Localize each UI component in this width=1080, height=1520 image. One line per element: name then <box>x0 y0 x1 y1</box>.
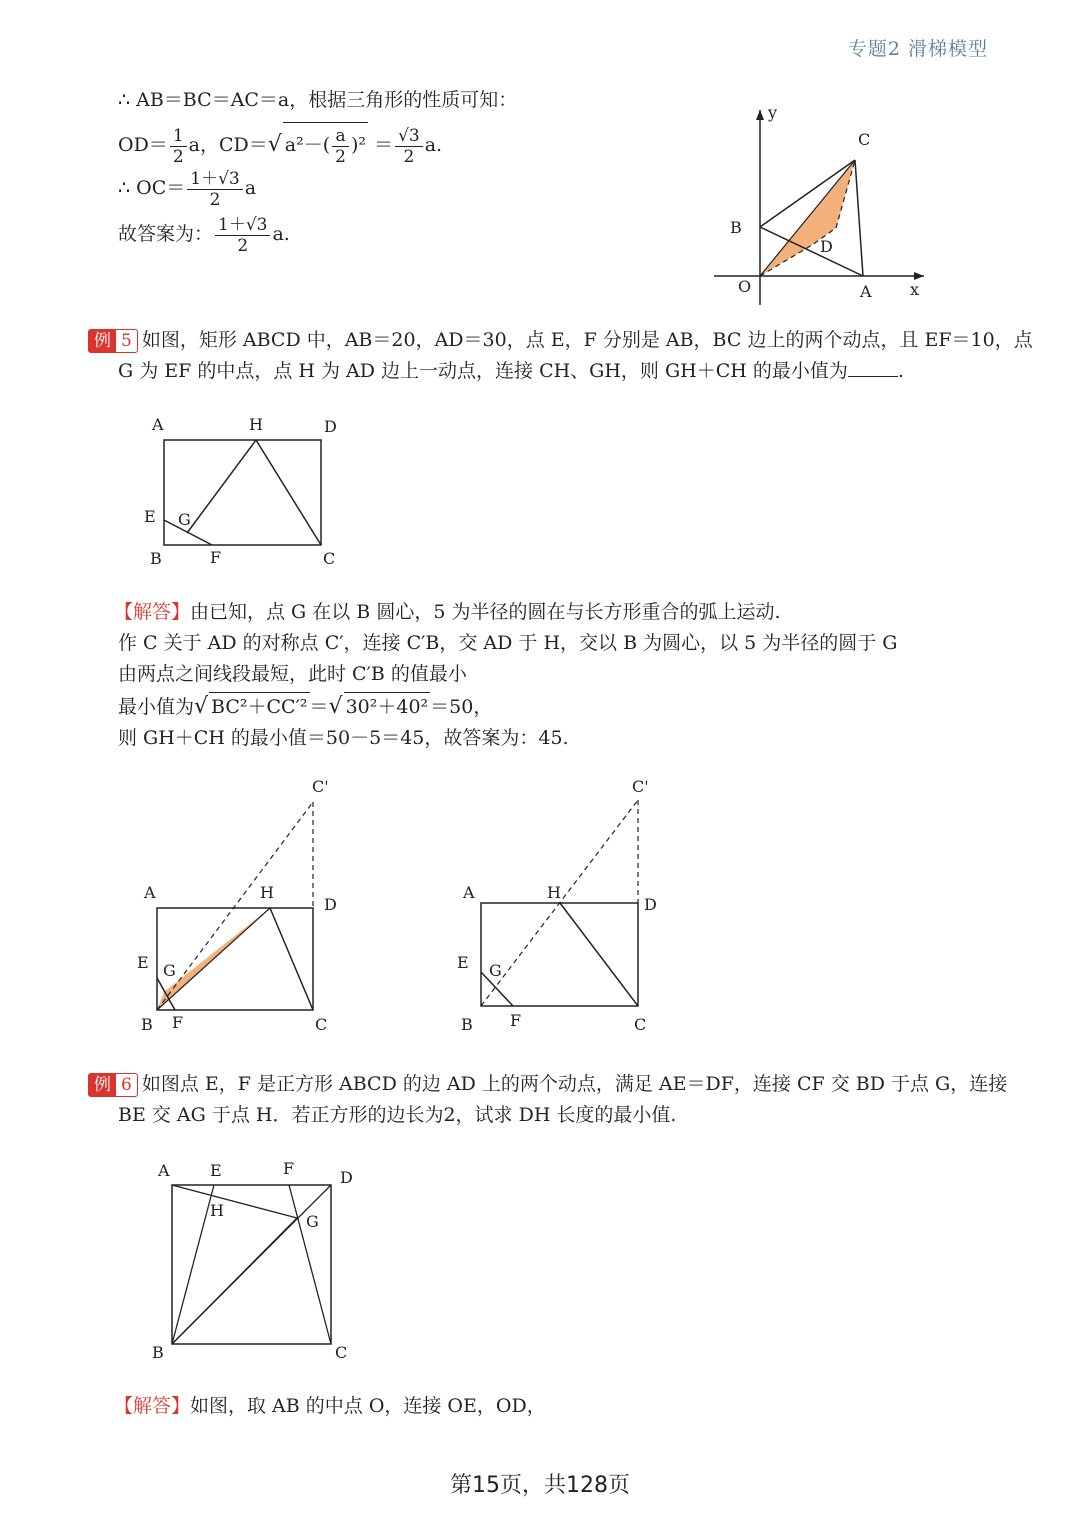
s5r-label-H: H <box>547 883 561 902</box>
od-lhs: OD＝ <box>118 134 168 156</box>
ex5-label-A: A <box>152 415 164 434</box>
cd-res-num: √3 <box>395 126 423 147</box>
label-x: x <box>910 280 920 299</box>
ex6-label-A: A <box>158 1161 170 1180</box>
sol6-tag: 【解答】 <box>114 1395 191 1417</box>
s5l-label-Cprime: C' <box>312 777 329 796</box>
s5l-label-D: D <box>324 895 337 914</box>
figure-coordinate-triangle <box>700 100 940 315</box>
oc-lhs: ∴ OC＝ <box>118 177 186 199</box>
cd-inner-num: a <box>332 126 349 147</box>
sol4-od-cd <box>118 122 442 167</box>
sol4-line1: ∴ AB＝BC＝AC＝a，根据三角形的性质可知： <box>118 89 518 111</box>
sol6-text1: 如图，取 AB 的中点 O，连接 OE，OD， <box>190 1395 546 1417</box>
ex5-label-D: D <box>324 417 337 436</box>
answer-fraction <box>215 215 270 256</box>
example6-line2: BE 交 AG 于点 H．若正方形的边长为2，试求 DH 长度的最小值. <box>118 1104 677 1126</box>
figure-solution5-right <box>450 772 680 1042</box>
cd-eq: ＝ <box>374 134 394 156</box>
s5r-label-E: E <box>457 953 469 972</box>
example6-line1 <box>88 1070 1007 1098</box>
answer-den: 2 <box>237 235 249 256</box>
sol5-line5: 则 GH＋CH 的最小值＝50－5＝45，故答案为：45. <box>118 727 569 749</box>
oc-den: 2 <box>209 189 221 210</box>
s5r-label-G: G <box>489 961 502 980</box>
oc-fraction <box>187 169 242 210</box>
s5l-label-A: A <box>144 883 156 902</box>
answer-num: 1＋√3 <box>215 215 270 236</box>
sol4-answer <box>118 212 290 256</box>
s5l-label-H: H <box>260 883 274 902</box>
s5l-label-C: C <box>315 1015 328 1034</box>
cd-inner-den: 2 <box>335 146 346 167</box>
sol5-line2: 作 C 关于 AD 的对称点 C′，连接 C′B，交 AD 于 H，交以 B 为圆心，以 5 为半径的圆于 G <box>118 632 898 654</box>
cd-radicand: a²－( $\frac{a}{2}$ )² <box>283 122 368 167</box>
s5r-label-A: A <box>463 883 475 902</box>
sol5-min-label: 最小值为 <box>118 696 195 718</box>
od-den: 2 <box>172 146 184 167</box>
oc-num: 1＋√3 <box>187 169 242 190</box>
od-num: 1 <box>170 126 187 147</box>
sol5-line3: 由两点之间线段最短，此时 C′B 的值最小 <box>118 663 467 685</box>
cd-tail: a. <box>424 134 443 156</box>
page-footer: 第15页，共128页 <box>450 1473 630 1498</box>
sol6-line1 <box>114 1392 546 1420</box>
sol5-radicand-1: BC²＋CC′² <box>209 692 309 721</box>
ex6-label-G: G <box>306 1212 319 1231</box>
s5l-label-F: F <box>172 1013 184 1032</box>
label-O: O <box>738 277 752 296</box>
sol4-oc <box>118 166 256 210</box>
figure-example5 <box>130 408 360 573</box>
s5r-label-Cprime: C' <box>632 777 649 796</box>
sqrt-symbol-1: √ <box>194 694 209 719</box>
sol5-eq: ＝ <box>309 696 329 718</box>
sol5-result: ＝50， <box>430 696 493 718</box>
answer-lhs: 故答案为： <box>118 223 214 245</box>
cd-inner-fraction <box>332 126 349 167</box>
ex6-label-H: H <box>210 1201 224 1220</box>
figure-solution5-left <box>130 772 350 1042</box>
cd-a2: a²－ <box>284 134 323 156</box>
cd-result-fraction <box>395 126 423 167</box>
answer-tail: a. <box>272 223 290 245</box>
sol5-text1: 由已知，点 G 在以 B 圆心，5 为半径的圆在与长方形重合的弧上运动. <box>190 601 781 623</box>
example5-line2 <box>118 357 904 385</box>
od-after: a，CD＝ <box>188 134 268 156</box>
s5l-label-E: E <box>137 953 149 972</box>
cd-res-den: 2 <box>403 146 415 167</box>
example6-tag: 例 <box>88 1073 115 1097</box>
ex6-label-D: D <box>340 1168 353 1187</box>
oc-tail: a <box>244 177 257 199</box>
s5r-label-D: D <box>644 895 657 914</box>
label-B: B <box>730 218 742 237</box>
s5l-label-G: G <box>163 961 176 980</box>
sol5-tag: 【解答】 <box>114 601 191 623</box>
s5r-label-F: F <box>510 1011 522 1030</box>
ex6-label-C: C <box>335 1343 348 1362</box>
example6-number: 6 <box>115 1073 138 1097</box>
example5-number: 5 <box>115 329 138 353</box>
label-D: D <box>820 237 833 256</box>
example6-text1: 如图点 E，F 是正方形 ABCD 的边 AD 上的两个动点，满足 AE＝DF，连接 CF 交 BD 于点 G，连接 <box>141 1073 1008 1095</box>
figure-example6 <box>140 1152 370 1367</box>
example5-line1 <box>88 326 1033 354</box>
ex5-label-E: E <box>144 507 156 526</box>
sqrt-symbol-2: √ <box>328 694 343 719</box>
ex6-label-F: F <box>283 1159 295 1178</box>
answer-blank <box>848 358 898 377</box>
sol5-radicand-2: 30²＋40² <box>344 692 431 721</box>
sqrt-symbol: √ <box>267 132 282 157</box>
ex5-label-B: B <box>150 549 162 568</box>
sol5-line1 <box>114 598 780 626</box>
ex6-label-E: E <box>210 1161 222 1180</box>
label-y: y <box>768 103 778 122</box>
ex5-label-G: G <box>178 510 191 529</box>
s5l-label-B: B <box>141 1015 153 1034</box>
sol5-line4 <box>118 692 492 721</box>
example5-text2: G 为 EF 的中点，点 H 为 AD 边上一动点，连接 CH、GH，则 GH＋CH 的最小值为 <box>118 360 848 382</box>
ex5-label-H: H <box>249 415 263 434</box>
label-A: A <box>860 282 872 301</box>
example5-text2-end: . <box>897 360 904 382</box>
label-C: C <box>858 130 871 149</box>
s5r-label-B: B <box>461 1015 473 1034</box>
page-header: 专题2 滑梯模型 <box>847 38 988 60</box>
od-fraction <box>170 126 187 167</box>
example5-tag: 例 <box>88 329 115 353</box>
example5-text1: 如图，矩形 ABCD 中，AB＝20，AD＝30，点 E，F 分别是 AB，BC 边上的两个动点，且 EF＝10，点 <box>141 329 1033 351</box>
ex5-label-C: C <box>323 549 336 568</box>
s5r-label-C: C <box>634 1015 647 1034</box>
ex5-label-F: F <box>210 548 222 567</box>
ex6-label-B: B <box>152 1343 164 1362</box>
